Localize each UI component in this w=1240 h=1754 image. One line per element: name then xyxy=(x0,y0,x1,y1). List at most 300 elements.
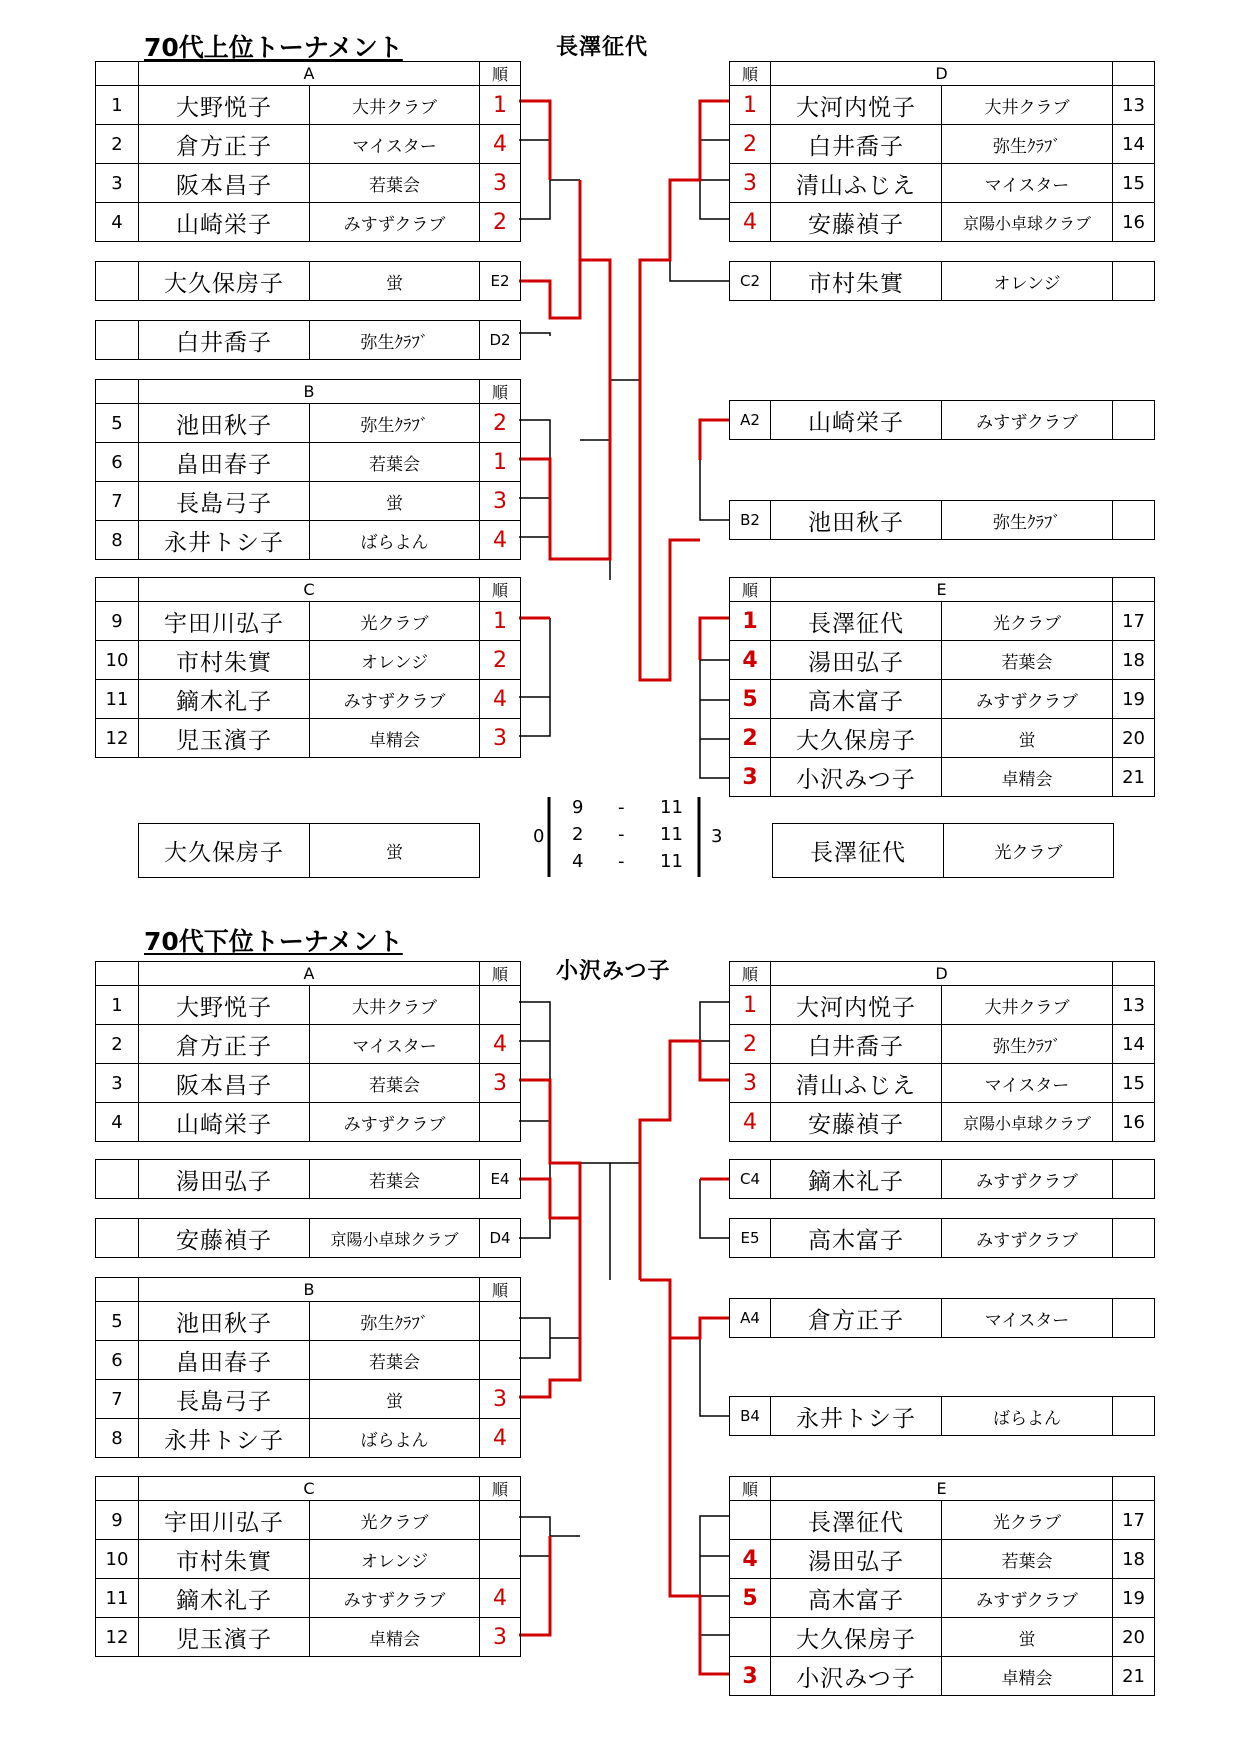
player-name: 市村朱實 xyxy=(139,1540,310,1579)
player-no: 2 xyxy=(96,1025,139,1064)
player-club: 若葉会 xyxy=(310,443,480,482)
player-no: 19 xyxy=(1113,1579,1155,1618)
player-rank xyxy=(480,1501,521,1540)
player-name: 清山ふじえ xyxy=(771,1064,942,1103)
player-rank xyxy=(730,1501,771,1540)
final-left-club: 蛍 xyxy=(310,824,480,878)
player-rank: 4 xyxy=(730,203,771,242)
player-no: 17 xyxy=(1113,1501,1155,1540)
player-name: 山崎栄子 xyxy=(139,203,310,242)
player-club: 弥生ｸﾗﾌﾞ xyxy=(942,1025,1113,1064)
player-name: 池田秋子 xyxy=(139,404,310,443)
table-row xyxy=(96,1419,521,1458)
upper-slot-e2 xyxy=(95,261,521,301)
player-rank: 4 xyxy=(480,680,521,719)
player-no: 9 xyxy=(96,602,139,641)
slot-seed: E2 xyxy=(480,262,521,301)
upper-group-c xyxy=(95,577,521,758)
slot-club: みすずクラブ xyxy=(942,1219,1113,1258)
table-row xyxy=(96,1341,521,1380)
table-row xyxy=(96,1618,521,1657)
player-name: 小沢みつ子 xyxy=(771,1657,942,1696)
player-no: 16 xyxy=(1113,1103,1155,1142)
slot-club: 弥生ｸﾗﾌﾞ xyxy=(310,321,480,360)
player-rank: 3 xyxy=(480,1064,521,1103)
player-name: 鏑木礼子 xyxy=(139,1579,310,1618)
player-name: 鏑木礼子 xyxy=(139,680,310,719)
player-name: 大久保房子 xyxy=(771,719,942,758)
lower-slot-e4 xyxy=(95,1159,521,1199)
player-club: 卓精会 xyxy=(942,758,1113,797)
table-row xyxy=(96,680,521,719)
score-sep: - xyxy=(618,851,625,872)
player-club: みすずクラブ xyxy=(310,1579,480,1618)
player-name: 大久保房子 xyxy=(771,1618,942,1657)
player-rank: 2 xyxy=(730,125,771,164)
player-name: 倉方正子 xyxy=(139,125,310,164)
slot-name: 鏑木礼子 xyxy=(771,1160,942,1199)
rank-header: 順 xyxy=(480,62,521,86)
player-name: 市村朱實 xyxy=(139,641,310,680)
player-club: マイスター xyxy=(942,1064,1113,1103)
player-rank xyxy=(480,986,521,1025)
rank-header: 順 xyxy=(730,62,771,86)
player-name: 安藤禎子 xyxy=(771,203,942,242)
slot-club: オレンジ xyxy=(942,262,1113,301)
player-rank: 3 xyxy=(730,758,771,797)
player-no: 13 xyxy=(1113,986,1155,1025)
player-club: マイスター xyxy=(310,1025,480,1064)
player-rank: 3 xyxy=(730,164,771,203)
player-no: 18 xyxy=(1113,1540,1155,1579)
game-score-row xyxy=(560,797,690,824)
group-label: A xyxy=(139,962,480,986)
player-rank: 2 xyxy=(480,404,521,443)
table-row xyxy=(730,986,1155,1025)
player-club: 卓精会 xyxy=(942,1657,1113,1696)
player-club: 卓精会 xyxy=(310,1618,480,1657)
slot-name: 倉方正子 xyxy=(771,1299,942,1338)
player-name: 池田秋子 xyxy=(139,1302,310,1341)
player-club: 大井クラブ xyxy=(310,86,480,125)
player-no: 7 xyxy=(96,1380,139,1419)
upper-group-e xyxy=(729,577,1155,797)
table-row xyxy=(96,641,521,680)
player-rank: 4 xyxy=(480,521,521,560)
player-rank: 2 xyxy=(480,203,521,242)
table-row xyxy=(96,1064,521,1103)
player-rank: 3 xyxy=(480,164,521,203)
upper-slot-b2 xyxy=(729,500,1155,540)
player-rank: 4 xyxy=(730,1540,771,1579)
table-row xyxy=(730,1103,1155,1142)
player-no: 5 xyxy=(96,1302,139,1341)
player-rank: 3 xyxy=(480,1618,521,1657)
slot-seed: D2 xyxy=(480,321,521,360)
table-row xyxy=(96,1540,521,1579)
player-no: 11 xyxy=(96,680,139,719)
player-club: 若葉会 xyxy=(310,1341,480,1380)
table-row xyxy=(96,203,521,242)
slot-name: 白井喬子 xyxy=(139,321,310,360)
player-no: 6 xyxy=(96,1341,139,1380)
player-no: 20 xyxy=(1113,719,1155,758)
player-club: みすずクラブ xyxy=(942,1579,1113,1618)
table-row xyxy=(96,482,521,521)
player-rank xyxy=(480,1302,521,1341)
slot-seed: D4 xyxy=(480,1219,521,1258)
player-no: 14 xyxy=(1113,1025,1155,1064)
table-row xyxy=(730,1540,1155,1579)
player-rank: 5 xyxy=(730,1579,771,1618)
table-row xyxy=(730,164,1155,203)
table-row xyxy=(730,602,1155,641)
player-no: 3 xyxy=(96,1064,139,1103)
player-name: 小沢みつ子 xyxy=(771,758,942,797)
player-name: 高木富子 xyxy=(771,1579,942,1618)
upper-slot-d2 xyxy=(95,320,521,360)
slot-name: 池田秋子 xyxy=(771,501,942,540)
slot-name: 湯田弘子 xyxy=(139,1160,310,1199)
score-a: 4 xyxy=(572,851,584,872)
slot-name: 永井トシ子 xyxy=(771,1397,942,1436)
player-no: 20 xyxy=(1113,1618,1155,1657)
table-row xyxy=(730,1064,1155,1103)
slot-club: みすずクラブ xyxy=(942,1160,1113,1199)
slot-seed: E5 xyxy=(730,1219,771,1258)
player-club: 弥生ｸﾗﾌﾞ xyxy=(310,1302,480,1341)
table-row xyxy=(96,86,521,125)
table-row xyxy=(96,521,521,560)
rank-header: 順 xyxy=(730,962,771,986)
player-rank: 4 xyxy=(480,1579,521,1618)
player-club: オレンジ xyxy=(310,641,480,680)
player-no: 12 xyxy=(96,1618,139,1657)
player-name: 長島弓子 xyxy=(139,1380,310,1419)
slot-name: 大久保房子 xyxy=(139,262,310,301)
player-club: みすずクラブ xyxy=(310,203,480,242)
slot-club: 弥生ｸﾗﾌﾞ xyxy=(942,501,1113,540)
score-b: 11 xyxy=(660,824,683,845)
player-club: みすずクラブ xyxy=(942,680,1113,719)
slot-name: 安藤禎子 xyxy=(139,1219,310,1258)
lower-slot-d4 xyxy=(95,1218,521,1258)
winning-path-lines xyxy=(519,101,730,1674)
final-right-games: 3 xyxy=(711,826,723,847)
slot-seed: B4 xyxy=(730,1397,771,1436)
group-label: B xyxy=(139,1278,480,1302)
player-name: 児玉濱子 xyxy=(139,719,310,758)
lower-group-a xyxy=(95,961,521,1142)
player-no: 9 xyxy=(96,1501,139,1540)
player-club: ばらよん xyxy=(310,521,480,560)
player-rank: 3 xyxy=(480,1380,521,1419)
player-name: 山崎栄子 xyxy=(139,1103,310,1142)
final-right-name: 長澤征代 xyxy=(773,824,944,878)
player-club: 京陽小卓球クラブ xyxy=(942,1103,1113,1142)
lower-slot-a4 xyxy=(729,1298,1155,1338)
player-no: 11 xyxy=(96,1579,139,1618)
player-no: 21 xyxy=(1113,758,1155,797)
player-name: 児玉濱子 xyxy=(139,1618,310,1657)
score-b: 11 xyxy=(660,851,683,872)
table-row xyxy=(730,1579,1155,1618)
game-score-row xyxy=(560,824,690,851)
slot-seed: A4 xyxy=(730,1299,771,1338)
player-no: 12 xyxy=(96,719,139,758)
slot-name: 高木富子 xyxy=(771,1219,942,1258)
lower-title: 70代下位トーナメント xyxy=(144,927,403,956)
player-rank: 2 xyxy=(730,719,771,758)
player-name: 高木富子 xyxy=(771,680,942,719)
rank-header: 順 xyxy=(480,962,521,986)
lower-group-e xyxy=(729,1476,1155,1696)
score-b: 11 xyxy=(660,797,683,818)
player-name: 大河内悦子 xyxy=(771,86,942,125)
rank-header: 順 xyxy=(480,578,521,602)
upper-group-b xyxy=(95,379,521,560)
lower-slot-e5 xyxy=(729,1218,1155,1258)
group-label: C xyxy=(139,1477,480,1501)
player-no: 5 xyxy=(96,404,139,443)
player-rank: 4 xyxy=(730,641,771,680)
table-row xyxy=(730,86,1155,125)
player-name: 白井喬子 xyxy=(771,125,942,164)
player-club: オレンジ xyxy=(310,1540,480,1579)
player-no: 19 xyxy=(1113,680,1155,719)
lower-group-d xyxy=(729,961,1155,1142)
player-name: 永井トシ子 xyxy=(139,1419,310,1458)
lower-slot-b4 xyxy=(729,1396,1155,1436)
player-club: 卓精会 xyxy=(310,719,480,758)
player-rank: 4 xyxy=(730,1103,771,1142)
player-club: 若葉会 xyxy=(310,1064,480,1103)
slot-seed: B2 xyxy=(730,501,771,540)
player-club: みすずクラブ xyxy=(310,1103,480,1142)
player-rank xyxy=(480,1341,521,1380)
player-rank xyxy=(480,1103,521,1142)
player-no: 7 xyxy=(96,482,139,521)
player-no: 6 xyxy=(96,443,139,482)
player-name: 畠田春子 xyxy=(139,1341,310,1380)
player-club: ばらよん xyxy=(310,1419,480,1458)
table-row xyxy=(730,680,1155,719)
player-rank: 1 xyxy=(480,443,521,482)
upper-group-a xyxy=(95,61,521,242)
upper-group-d xyxy=(729,61,1155,242)
player-name: 清山ふじえ xyxy=(771,164,942,203)
upper-title: 70代上位トーナメント xyxy=(144,33,403,62)
upper-winner: 長澤征代 xyxy=(556,35,649,60)
table-row xyxy=(96,1501,521,1540)
table-row xyxy=(96,164,521,203)
player-no: 15 xyxy=(1113,164,1155,203)
player-no: 4 xyxy=(96,203,139,242)
player-name: 倉方正子 xyxy=(139,1025,310,1064)
player-no: 15 xyxy=(1113,1064,1155,1103)
player-no: 4 xyxy=(96,1103,139,1142)
player-club: 弥生ｸﾗﾌﾞ xyxy=(942,125,1113,164)
player-name: 長島弓子 xyxy=(139,482,310,521)
table-row xyxy=(96,1380,521,1419)
slot-seed: C2 xyxy=(730,262,771,301)
player-name: 宇田川弘子 xyxy=(139,1501,310,1540)
player-rank: 1 xyxy=(730,602,771,641)
player-rank: 3 xyxy=(480,482,521,521)
player-club: 蛍 xyxy=(310,1380,480,1419)
player-club: 光クラブ xyxy=(942,602,1113,641)
player-rank: 5 xyxy=(730,680,771,719)
score-a: 2 xyxy=(572,824,584,845)
player-rank: 4 xyxy=(480,1025,521,1064)
player-club: 光クラブ xyxy=(310,1501,480,1540)
player-name: 大河内悦子 xyxy=(771,986,942,1025)
player-name: 宇田川弘子 xyxy=(139,602,310,641)
table-row xyxy=(730,719,1155,758)
table-row xyxy=(96,1025,521,1064)
table-row xyxy=(96,404,521,443)
player-no: 2 xyxy=(96,125,139,164)
table-row xyxy=(96,1302,521,1341)
player-club: マイスター xyxy=(942,164,1113,203)
table-row xyxy=(730,1657,1155,1696)
player-no: 21 xyxy=(1113,1657,1155,1696)
group-label: D xyxy=(771,962,1113,986)
table-row xyxy=(96,443,521,482)
player-rank: 3 xyxy=(480,719,521,758)
upper-slot-c2 xyxy=(729,261,1155,301)
player-name: 長澤征代 xyxy=(771,602,942,641)
player-no: 17 xyxy=(1113,602,1155,641)
group-label: B xyxy=(139,380,480,404)
table-row xyxy=(730,203,1155,242)
player-club: 大井クラブ xyxy=(310,986,480,1025)
player-name: 白井喬子 xyxy=(771,1025,942,1064)
slot-club: ばらよん xyxy=(942,1397,1113,1436)
table-row xyxy=(730,758,1155,797)
final-left-games: 0 xyxy=(533,826,545,847)
lower-winner: 小沢みつ子 xyxy=(556,959,671,984)
rank-header: 順 xyxy=(480,380,521,404)
score-sep: - xyxy=(618,824,625,845)
player-club: 大井クラブ xyxy=(942,86,1113,125)
player-name: 大野悦子 xyxy=(139,986,310,1025)
player-no: 16 xyxy=(1113,203,1155,242)
player-no: 18 xyxy=(1113,641,1155,680)
player-name: 阪本昌子 xyxy=(139,164,310,203)
player-rank: 2 xyxy=(730,1025,771,1064)
rank-header: 順 xyxy=(730,578,771,602)
player-rank: 3 xyxy=(730,1657,771,1696)
rank-header: 順 xyxy=(730,1477,771,1501)
slot-club: 若葉会 xyxy=(310,1160,480,1199)
player-club: 光クラブ xyxy=(310,602,480,641)
player-club: マイスター xyxy=(310,125,480,164)
player-no: 10 xyxy=(96,1540,139,1579)
player-club: 蛍 xyxy=(942,719,1113,758)
player-name: 安藤禎子 xyxy=(771,1103,942,1142)
upper-slot-a2 xyxy=(729,400,1155,440)
final-left-name: 大久保房子 xyxy=(139,824,310,878)
player-name: 湯田弘子 xyxy=(771,1540,942,1579)
player-name: 大野悦子 xyxy=(139,86,310,125)
table-row xyxy=(730,641,1155,680)
lower-slot-c4 xyxy=(729,1159,1155,1199)
player-no: 8 xyxy=(96,1419,139,1458)
player-name: 長澤征代 xyxy=(771,1501,942,1540)
final-game-scores xyxy=(560,797,690,878)
player-rank: 2 xyxy=(480,641,521,680)
group-label: C xyxy=(139,578,480,602)
player-rank: 1 xyxy=(730,986,771,1025)
player-club: みすずクラブ xyxy=(310,680,480,719)
slot-club: 蛍 xyxy=(310,262,480,301)
player-name: 畠田春子 xyxy=(139,443,310,482)
slot-seed: E4 xyxy=(480,1160,521,1199)
player-rank xyxy=(480,1540,521,1579)
player-rank: 1 xyxy=(730,86,771,125)
game-score-row xyxy=(560,851,690,878)
slot-club: マイスター xyxy=(942,1299,1113,1338)
final-left-player xyxy=(138,823,480,878)
player-rank: 4 xyxy=(480,1419,521,1458)
player-no: 1 xyxy=(96,86,139,125)
player-club: 若葉会 xyxy=(942,1540,1113,1579)
player-no: 1 xyxy=(96,986,139,1025)
slot-club: みすずクラブ xyxy=(942,401,1113,440)
player-club: 若葉会 xyxy=(942,641,1113,680)
slot-seed: A2 xyxy=(730,401,771,440)
score-sep: - xyxy=(618,797,625,818)
table-row xyxy=(96,125,521,164)
player-no: 3 xyxy=(96,164,139,203)
group-label: E xyxy=(771,1477,1113,1501)
group-label: A xyxy=(139,62,480,86)
player-club: 若葉会 xyxy=(310,164,480,203)
player-rank: 3 xyxy=(730,1064,771,1103)
final-right-player xyxy=(772,823,1114,878)
player-no: 14 xyxy=(1113,125,1155,164)
player-club: 大井クラブ xyxy=(942,986,1113,1025)
player-rank xyxy=(730,1618,771,1657)
table-row xyxy=(96,1579,521,1618)
rank-header: 順 xyxy=(480,1477,521,1501)
lower-group-b xyxy=(95,1277,521,1458)
player-rank: 1 xyxy=(480,86,521,125)
table-row xyxy=(730,1618,1155,1657)
final-right-club: 光クラブ xyxy=(944,824,1114,878)
table-row xyxy=(96,1103,521,1142)
lower-group-c xyxy=(95,1476,521,1657)
player-name: 永井トシ子 xyxy=(139,521,310,560)
table-row xyxy=(730,1501,1155,1540)
rank-header: 順 xyxy=(480,1278,521,1302)
table-row xyxy=(730,125,1155,164)
player-club: 京陽小卓球クラブ xyxy=(942,203,1113,242)
score-a: 9 xyxy=(572,797,584,818)
slot-name: 市村朱實 xyxy=(771,262,942,301)
group-label: D xyxy=(771,62,1113,86)
table-row xyxy=(96,986,521,1025)
player-name: 湯田弘子 xyxy=(771,641,942,680)
player-no: 8 xyxy=(96,521,139,560)
player-club: 弥生ｸﾗﾌﾞ xyxy=(310,404,480,443)
player-rank: 4 xyxy=(480,125,521,164)
player-club: 蛍 xyxy=(310,482,480,521)
player-no: 10 xyxy=(96,641,139,680)
player-club: 蛍 xyxy=(942,1618,1113,1657)
table-row xyxy=(730,1025,1155,1064)
